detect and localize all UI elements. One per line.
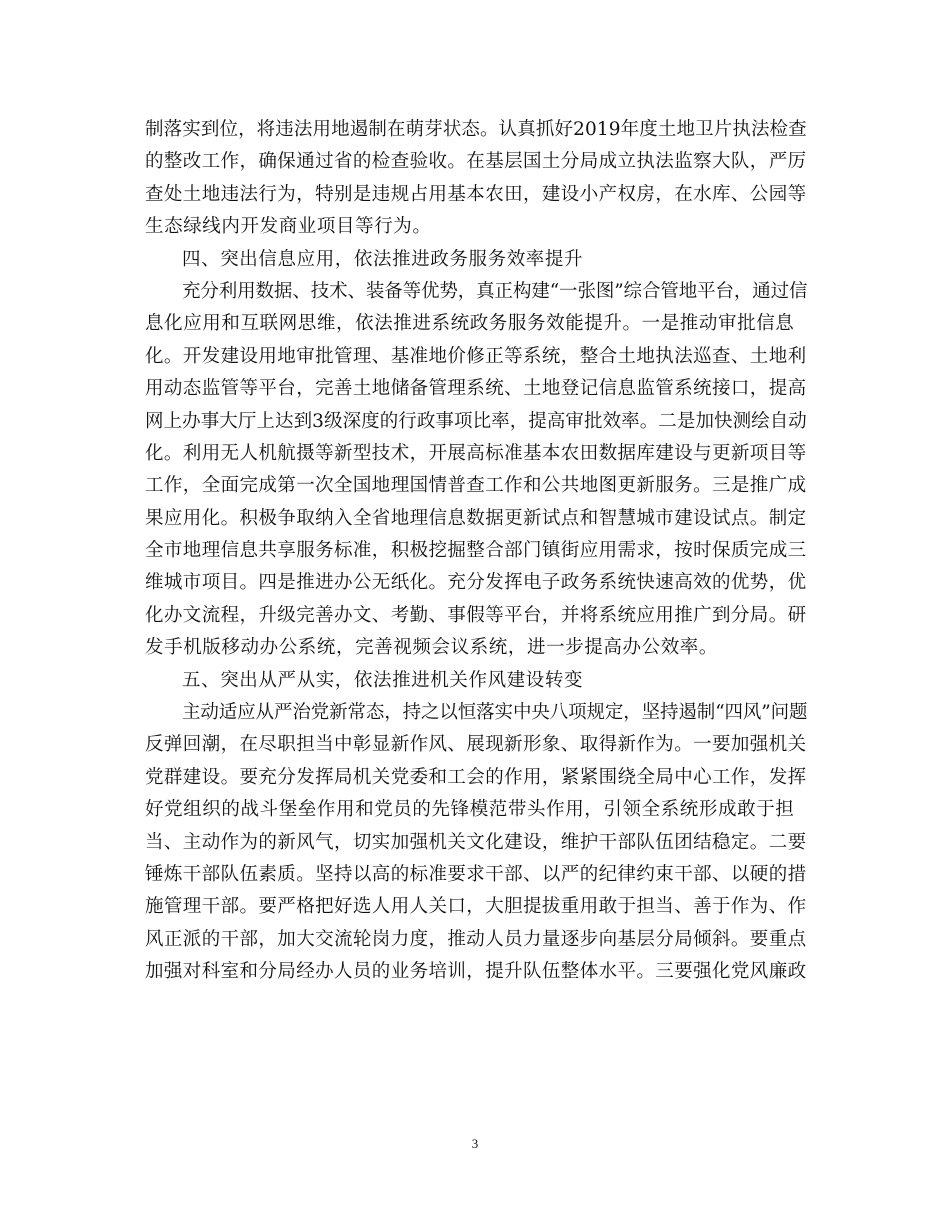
- text-line: 息化应用和互联网思维，依法推进系统政务服务效能提升。一是推动审批信息: [145, 313, 795, 335]
- text-line: 用动态监管等平台，完善土地储备管理系统、土地登记信息监管系统接口，提高: [145, 378, 807, 400]
- text-line: 发手机版移动办公系统，完善视频会议系统，进一步提高办公效率。: [145, 637, 719, 659]
- text-line: 四、突出信息应用，依法推进政务服务效率提升: [182, 248, 584, 270]
- text-line: 好党组织的战斗堡垒作用和党员的先锋模范带头作用，引领全系统形成敢于担: [145, 799, 795, 821]
- text-line: 全市地理信息共享服务标准，积极挖掘整合部门镇街应用需求，按时保质完成三: [145, 540, 807, 562]
- text-line: 锤炼干部队伍素质。坚持以高的标准要求干部、以严的纪律约束干部、以硬的措: [145, 863, 807, 885]
- text-line: 施管理干部。要严格把好选人用人关口，大胆提拔重用敢于担当、善于作为、作: [145, 896, 807, 918]
- text-line: 制落实到位，将违法用地遏制在萌芽状态。认真抓好2019年度土地卫片执法检查: [145, 119, 807, 140]
- text-line: 主动适应从严治党新常态，持之以恒落实中央八项规定，坚持遏制“四风”问题: [182, 702, 808, 724]
- text-line: 工作，全面完成第一次全国地理国情普查工作和公共地图更新服务。三是推广成: [145, 475, 807, 497]
- text-line: 加强对科室和分局经办人员的业务培训，提升队伍整体水平。三要强化党风廉政: [145, 961, 807, 983]
- text-line: 当、主动作为的新风气，切实加强机关文化建设，维护干部队伍团结稳定。二要: [145, 831, 807, 853]
- text-line: 化。利用无人机航摄等新型技术，开展高标准基本农田数据库建设与更新项目等: [145, 442, 807, 464]
- text-line: 充分利用数据、技术、装备等优势，真正构建“一张图”综合管地平台，通过信: [182, 280, 808, 302]
- text-line: 维城市项目。四是推进办公无纸化。充分发挥电子政务系统快速高效的优势，优: [145, 572, 807, 594]
- text-line: 风正派的干部，加大交流轮岗力度，推动人员力量逐步向基层分局倾斜。要重点: [145, 928, 807, 950]
- document-body: [145, 114, 808, 989]
- text-line: 化。开发建设用地审批管理、基准地价修正等系统，整合土地执法巡查、土地利: [145, 345, 807, 367]
- text-line: 网上办事大厅上达到3级深度的行政事项比率，提高审批效率。二是加快测绘自动: [145, 410, 807, 432]
- text-line: 反弹回潮，在尽职担当中彰显新作风、展现新形象、取得新作为。一要加强机关: [145, 734, 807, 756]
- text-line: 化办文流程，升级完善办文、考勤、事假等平台，并将系统应用推广到分局。研: [145, 604, 807, 626]
- text-line: 生态绿线内开发商业项目等行为。: [145, 216, 432, 238]
- text-line: 果应用化。积极争取纳入全省地理信息数据更新试点和智慧城市建设试点。制定: [145, 507, 807, 529]
- page-number: 3: [471, 1136, 479, 1151]
- text-line: 查处土地违法行为，特别是违规占用基本农田，建设小产权房，在水库、公园等: [145, 183, 807, 205]
- text-line: 的整改工作，确保通过省的检查验收。在基层国土分局成立执法监察大队，严厉: [145, 151, 807, 173]
- text-line: 党群建设。要充分发挥局机关党委和工会的作用，紧紧围绕全局中心工作，发挥: [145, 766, 807, 788]
- text-line: 五、突出从严从实，依法推进机关作风建设转变: [182, 669, 584, 691]
